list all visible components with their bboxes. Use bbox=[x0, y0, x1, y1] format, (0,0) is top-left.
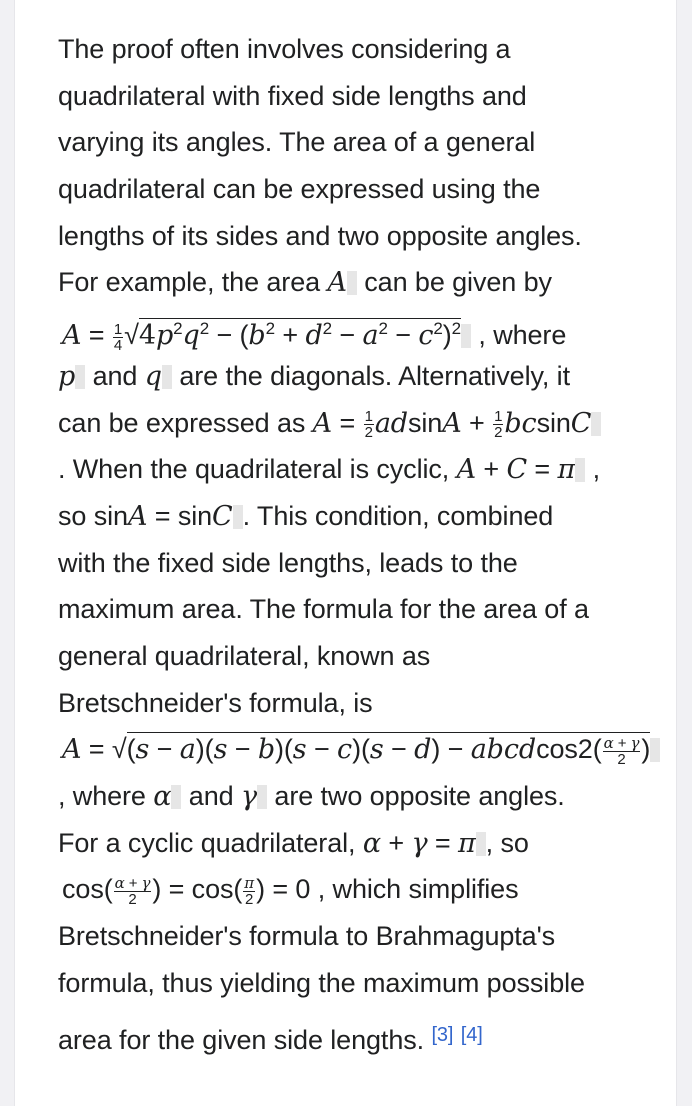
text-line: varying its angles. The area of a general bbox=[58, 127, 536, 158]
article-body: The proof often involves considering a quadrilateral with fixed side lengths and varying its angles. The area of a general quadrilateral can be expressed using the lengths of its sides and two opposite angles. For example, the area A can be given by A = $\frac{1}{4}$ $√4p^2q^2 - (b^2 + d^2 - a^2 - c^2)^2$ , where p and q are the diagonals. Alternatively, it can be expressed as A = $\frac{1}{2}$ adsinA + $\frac{1}{2}$ bcsinC . When the quadrilateral is cyclic, A + C = π , so sinA = sinC . This condition, combined with the fixed side lengths, leads to the maximum area. The formula for the area of a general quadrilateral, known as Bretschneider's formula, is A = √(s − a)(s − b)(s − c)(s − d) − abcdcos2( $\frac{\alpha + \gamma}{2}$ ) , where α and γ are two opposite angles. For a cyclic quadrilateral, α + γ = π , so cos( $\frac{\alpha + \gamma}{2}$ ) = cos( $\frac{\pi}{2}$ ) = 0 , which simplifies Bretschneider's formula to Brahmagupta's formula, thus yielding the maximum possible area for the given side lengths. [3] [4] bbox=[58, 26, 648, 1059]
text-line: with the fixed side lengths, leads to the bbox=[58, 547, 518, 578]
text-line: and bbox=[92, 360, 138, 391]
text-line: . When the quadrilateral is cyclic, bbox=[58, 454, 450, 485]
math-placeholder bbox=[257, 785, 267, 809]
text-line: are two opposite angles. bbox=[274, 781, 565, 811]
text-line: lengths of its sides and two opposite angles. bbox=[58, 220, 582, 251]
text-line: For example, the area bbox=[58, 267, 321, 298]
text-line: and bbox=[188, 781, 234, 811]
text-line: can be expressed as bbox=[58, 407, 306, 438]
math-sine-equality: sinA = sinC bbox=[94, 501, 243, 531]
text-line: For a cyclic quadrilateral, bbox=[58, 827, 356, 858]
text-line: quadrilateral can be expressed using the bbox=[58, 174, 541, 205]
math-formula-area-diagonals: A = $\frac{1}{4}$ $√4p^2q^2 - (b^2 + d^2 - a^2 - c^2)^2$ bbox=[58, 320, 478, 350]
math-placeholder bbox=[75, 365, 85, 389]
math-alpha-gamma-pi: α + γ = π bbox=[363, 828, 486, 858]
text-line: , where bbox=[58, 781, 146, 811]
math-q: q bbox=[144, 360, 162, 392]
math-placeholder bbox=[347, 271, 357, 295]
text-line: . This condition, combined bbox=[242, 500, 554, 531]
text-line: maximum area. The formula for the area of a bbox=[58, 594, 589, 625]
text-line: so bbox=[58, 500, 87, 531]
citation-link-3[interactable]: [3] bbox=[431, 1024, 454, 1047]
math-formula-area-sine: A = $\frac{1}{2}$ adsinA + $\frac{1}{2}$ bcsinC bbox=[313, 408, 602, 438]
math-p: p bbox=[58, 360, 76, 392]
math-placeholder bbox=[162, 365, 172, 389]
text-line: Bretschneider's formula to Brahmagupta's bbox=[58, 921, 556, 952]
math-area-symbol: A bbox=[327, 267, 347, 299]
text-line: , which simplifies bbox=[317, 874, 519, 905]
text-line: quadrilateral with fixed side lengths and bbox=[58, 80, 527, 111]
math-alpha: α bbox=[153, 781, 172, 812]
text-line: formula, thus yielding the maximum possible bbox=[58, 967, 585, 998]
text-line: can be given by bbox=[364, 267, 552, 298]
math-cos-zero: cos( $\frac{\alpha + \gamma}{2}$ ) = cos( $\frac{\pi}{2}$ ) = 0 bbox=[62, 873, 318, 908]
text-line: , where bbox=[478, 320, 567, 351]
text-line: The proof often involves considering a bbox=[58, 34, 511, 64]
math-bretschneider-formula: A = √(s − a)(s − b)(s − c)(s − d) − abcdcos2( $\frac{\alpha + \gamma}{2}$ ) bbox=[58, 734, 660, 764]
math-gamma: γ bbox=[240, 781, 257, 812]
math-cyclic-condition: A + C = π bbox=[457, 454, 593, 484]
text-line: , so bbox=[485, 827, 529, 858]
text-line: area for the given side lengths. bbox=[58, 1025, 425, 1056]
citation-link-4[interactable]: [4] bbox=[460, 1024, 483, 1047]
text-line: Bretschneider's formula, is bbox=[58, 687, 373, 718]
text-line: are the diagonals. Alternatively, it bbox=[179, 360, 570, 391]
text-line: general quadrilateral, known as bbox=[58, 640, 431, 671]
math-placeholder bbox=[171, 785, 181, 809]
